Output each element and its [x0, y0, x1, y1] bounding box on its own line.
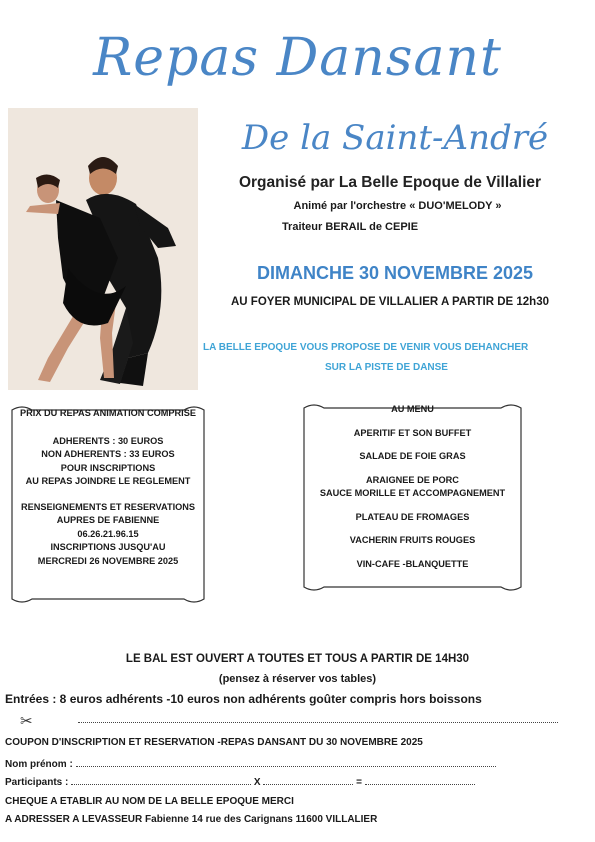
- info-deadline-label: INSCRIPTIONS JUSQU'AU: [50, 542, 166, 552]
- menu-item: VACHERIN FRUITS ROUGES: [349, 535, 476, 545]
- info-deadline-date: MERCREDI 26 NOVEMBRE 2025: [37, 555, 179, 566]
- menu-item: SAUCE MORILLE ET ACCOMPAGNEMENT: [319, 488, 506, 498]
- invite-text: [200, 338, 585, 378]
- ball-info: LE BAL EST OUVERT A TOUTES ET TOUS A PARTIR DE 14H30: [125, 653, 470, 665]
- price-box: [8, 402, 208, 607]
- flyer-subtitle: De la Saint-André: [241, 118, 549, 158]
- flyer-title: Repas Dansant: [93, 28, 502, 88]
- coupon-title: COUPON D'INSCRIPTION ET RESERVATION -REPAS DANSANT DU 30 NOVEMBRE 2025: [5, 737, 423, 748]
- menu-item: ARAIGNEE DE PORC: [366, 474, 459, 485]
- menu-item: APERITIF ET SON BUFFET: [353, 427, 472, 438]
- participants-label: Participants :: [5, 777, 69, 788]
- price-heading: PRIX DU REPAS ANIMATION COMPRISE: [20, 408, 196, 418]
- invite-line-1: LA BELLE EPOQUE VOUS PROPOSE DE VENIR VOUS DEHANCHER: [203, 342, 529, 353]
- participants-row: [5, 776, 475, 788]
- event-date: DIMANCHE 30 NOVEMBRE 2025: [256, 263, 534, 283]
- caterer-line: Traiteur BERAIL de CEPIE: [281, 221, 419, 233]
- info-heading: RENSEIGNEMENTS ET RESERVATIONS: [20, 501, 196, 512]
- menu-item: SALADE DE FOIE GRAS: [359, 451, 466, 461]
- info-phone: 06.26.21.96.15: [77, 528, 139, 539]
- menu-heading: AU MENU: [391, 404, 434, 414]
- menu-item: VIN-CAFE -BLANQUETTE: [356, 558, 469, 569]
- scissors-icon: ✂: [20, 713, 33, 730]
- price-registration: POUR INSCRIPTIONS: [60, 462, 156, 473]
- participants-price-field[interactable]: [263, 776, 353, 785]
- cut-line: [78, 722, 558, 723]
- menu-box: [300, 400, 525, 595]
- price-members: ADHERENTS : 30 EUROS: [52, 435, 164, 446]
- participants-equals: =: [356, 777, 362, 788]
- menu-item: PLATEAU DE FROMAGES: [355, 511, 470, 522]
- event-venue: AU FOYER MUNICIPAL DE VILLALIER A PARTIR DE 12h30: [231, 296, 549, 308]
- dancers-photo: [8, 108, 198, 390]
- cheque-note: CHEQUE A ETABLIR AU NOM DE LA BELLE EPOQUE MERCI: [5, 796, 294, 807]
- dancers-illustration: [8, 108, 198, 390]
- name-label: Nom prénom :: [5, 759, 73, 770]
- organizer-line: Organisé par La Belle Epoque de Villalier: [238, 174, 542, 191]
- participants-multiply: X: [253, 777, 261, 788]
- participants-total-field[interactable]: [365, 776, 475, 785]
- participants-count-field[interactable]: [71, 776, 251, 785]
- reserve-note: (pensez à réserver vos tables): [218, 673, 377, 685]
- name-field[interactable]: [76, 758, 496, 767]
- info-contact-name: AUPRES DE FABIENNE: [56, 515, 160, 525]
- name-row: [5, 758, 496, 770]
- mailing-address: A ADRESSER A LEVASSEUR Fabienne 14 rue des Carignans 11600 VILLALIER: [5, 814, 378, 825]
- orchestra-line: Animé par l'orchestre « DUO'MELODY »: [293, 200, 502, 212]
- invite-line-2: SUR LA PISTE DE DANSE: [325, 362, 448, 373]
- entry-prices: Entrées : 8 euros adhérents -10 euros non adhérents goûter compris hors boissons: [5, 692, 482, 706]
- price-payment-note: AU REPAS JOINDRE LE REGLEMENT: [25, 476, 191, 486]
- price-non-members: NON ADHERENTS : 33 EUROS: [41, 449, 175, 459]
